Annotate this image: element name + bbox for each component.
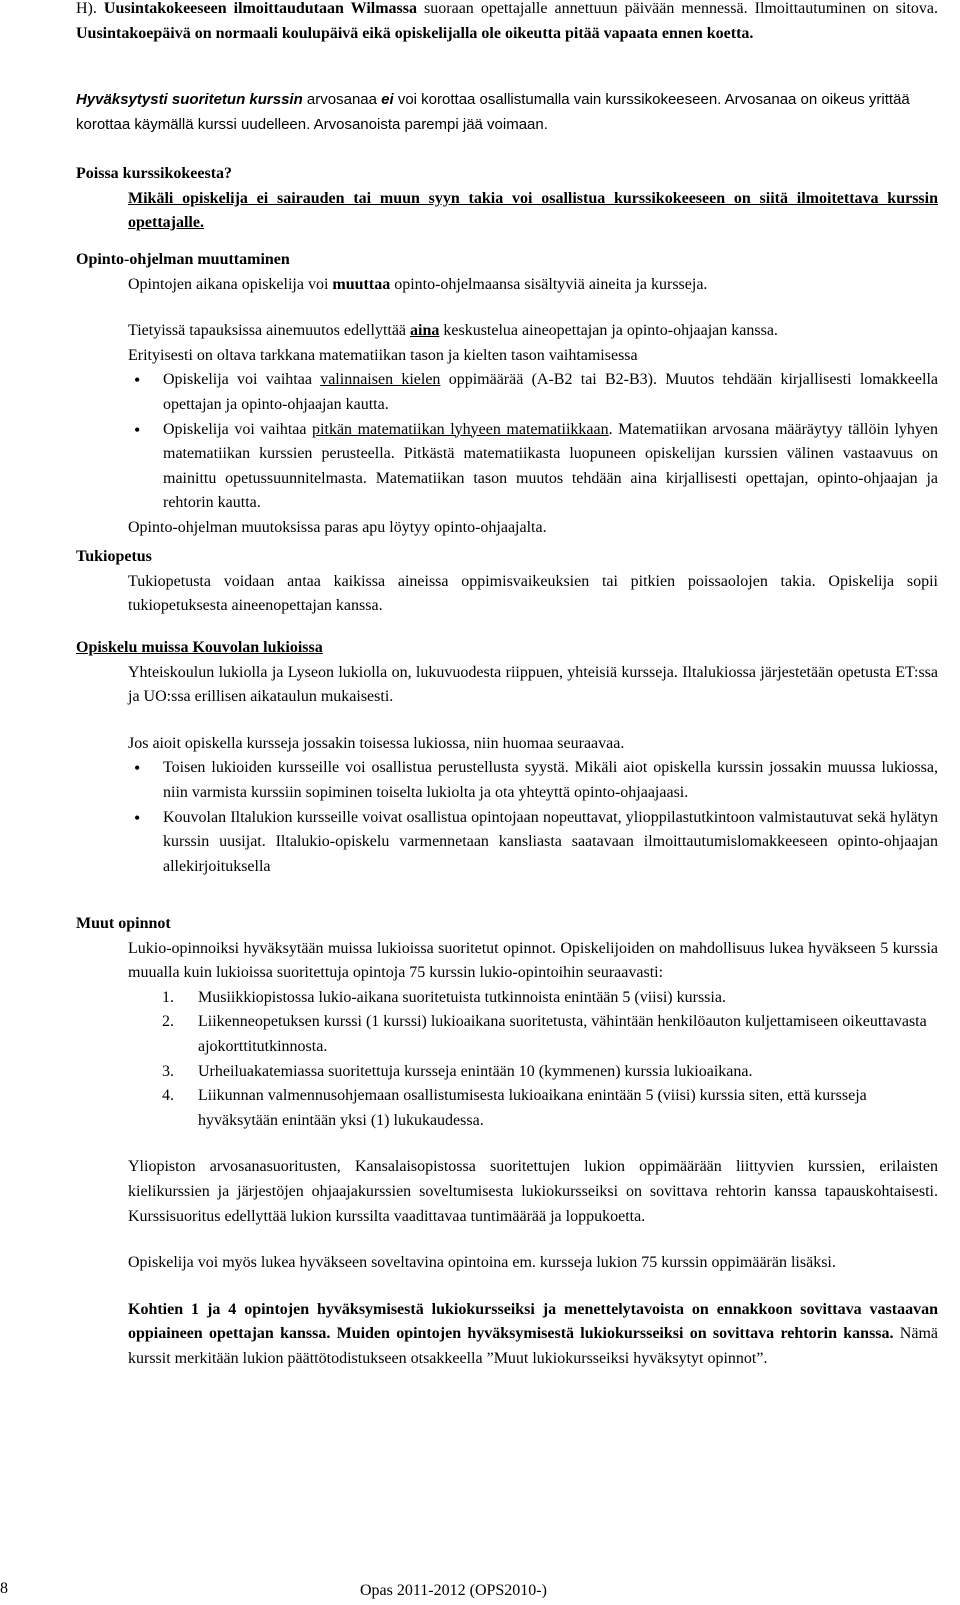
numbered-item	[128, 986, 938, 1011]
other-studies-paragraph: Lukio-opinnoiksi hyväksytään muissa lukioissa suoritetut opinnot. Opiskelijoiden on mahdollisuus lukea hyväkseen 5 kurssia muualla kuin lukioissa suoritettuja opintoja 75 kurssin lukio-opintoihin seuraavasti:	[128, 939, 938, 982]
underlined-text: valinnaisen kielen	[320, 371, 441, 389]
text-segment: Nämä kurssit merkitään lukion päättötodistukseen otsakkeella ”Muut lukiokursseiksi hyväksytyt opinnot”.	[128, 1325, 939, 1367]
other-schools-section	[76, 636, 938, 879]
underlined-text: pitkän matematiikan lyhyeen matematiikkaan	[312, 420, 609, 438]
bold-italic-text: ei	[381, 91, 394, 108]
item-number: 3.	[162, 1062, 174, 1080]
text-segment: H).	[76, 0, 104, 17]
item-text: Urheiluakatemiassa suoritettuja kursseja enintään 10 (kymmenen) kurssia lukioaikana.	[198, 1062, 753, 1080]
numbered-item	[128, 1060, 938, 1085]
program-paragraph: Erityisesti on oltava tarkkana matematiikan tason ja kielten tason vaihtamisessa	[128, 346, 638, 364]
tutoring-section	[76, 545, 938, 619]
text-segment: Ilmoittautuminen on sitova.	[754, 0, 938, 17]
numbered-item	[128, 1084, 938, 1133]
other-studies-paragraph: Yliopiston arvosanasuoritusten, Kansalaisopistossa suoritettujen lukion oppimäärään liittyvien kurssien, erilaisten kielikurssien ja järjestöjen ohjaajakurssien soveltumisesta lukiokursseiksi on sovittava rehtorin kanssa tapauskohtaisesti. Kurssisuoritus edellyttää lukion kurssilta vaadittavaa tuntimäärää ja loppukoetta.	[128, 1158, 938, 1225]
section-heading: Opinto-ohjelman muuttaminen	[76, 251, 290, 268]
program-paragraph: Opinto-ohjelman muutoksissa paras apu löytyy opinto-ohjaajalta.	[128, 518, 547, 536]
section-heading: Muut opinnot	[76, 915, 171, 932]
grade-improvement-paragraph	[76, 88, 938, 137]
item-number: 1.	[162, 988, 174, 1006]
section-heading: Opiskelu muissa Kouvolan lukioissa	[76, 639, 323, 656]
section-heading: Tukiopetus	[76, 548, 152, 565]
underlined-text: aina	[410, 322, 440, 340]
text-segment: keskustelua aineopettajan ja opinto-ohjaajan kanssa.	[439, 322, 778, 340]
list-item	[128, 368, 938, 417]
numbered-item	[128, 1010, 938, 1059]
text-segment: Opiskelija voi vaihtaa	[163, 420, 313, 438]
other-schools-paragraph: Jos aioit opiskella kursseja jossakin toisessa lukiossa, niin huomaa seuraavaa.	[128, 734, 625, 752]
other-schools-paragraph: Yhteiskoulun lukiolla ja Lyseon lukiolla on, lukuvuodesta riippuen, yhteisiä kursseja. Iltalukiossa järjestetään opetusta ET:ssa ja UO:ssa erillisen aikataulun mukaisesti.	[128, 663, 938, 706]
item-number: 2.	[162, 1013, 174, 1031]
section-heading: Poissa kurssikokeesta?	[76, 165, 233, 182]
program-change-section	[76, 248, 938, 541]
other-studies-paragraph: Opiskelija voi myös lukea hyväkseen soveltavina opintoina em. kursseja lukion 75 kurssin oppimäärän lisäksi.	[128, 1254, 836, 1272]
bold-italic-text: Hyväksytysti suoritetun kurssin	[76, 91, 303, 108]
list-item	[128, 418, 938, 516]
other-studies-paragraph	[128, 1298, 938, 1372]
program-paragraph	[128, 273, 938, 298]
list-item: • Kouvolan Iltalukion kursseille voivat osallistua opintojaan nopeuttavat, ylioppilastutkintoon valmistautuvat sekä hylätyn kurssin uusijat. Iltalukio-opiskelu varmennetaan kansliasta saatavaan ilmoittautumislomakkeeseen opinto-ohjaajan allekirjoituksella	[128, 806, 938, 880]
list-item: • Toisen lukioiden kursseille voi osallistua perustellusta syystä. Mikäli aiot opiskella kurssin jossakin muussa lukiossa, niin varmista kurssiin sopiminen toiselta lukiolta ja ota yhteyttä opinto-ohjaajaasi.	[128, 756, 938, 805]
numbered-list	[128, 986, 938, 1134]
text-segment: arvosanaa	[302, 91, 382, 108]
footer-title: Opas 2011-2012 (OPS2010-)	[360, 1582, 547, 1599]
item-text: Liikunnan valmennusohjemaan osallistumisesta lukioaikana enintään 5 (viisi) kurssia siten, että kursseja hyväksytään enintään yksi (1) lukukaudessa.	[198, 1087, 867, 1129]
text-segment: Tietyissä tapauksissa ainemuutos edellyttää	[128, 322, 411, 340]
text-segment: . Matematiikan arvosana määräytyy tällöin lyhyen matematiikan kurssien perusteella. Pitkästä matematiikasta luopuneen opiskelijan kurssien välinen vastaavuus on mainittu opetussuunnitelmasta. Matematiikan tason muutos tehdään aina kirjallisesti opettajan, opinto-ohjaajan ja rehtorin kautta.	[163, 420, 938, 512]
bullet-list	[128, 756, 938, 879]
program-paragraph	[128, 319, 938, 344]
bullet-list	[128, 368, 938, 516]
retake-registration-paragraph	[76, 0, 938, 46]
text-segment: Opiskelija voi vaihtaa	[163, 371, 321, 389]
bold-text: Kohtien 1 ja 4 opintojen hyväksymisestä lukiokursseiksi ja menettelytavoista on ennakkoon sovittava vastaavan oppiaineen opettajan kanssa. Muiden opintojen hyväksymisestä lukiokursseiksi on sovittava rehtorin kanssa.	[128, 1300, 938, 1343]
item-text: Musiikkiopistossa lukio-aikana suoritetuista tutkinnoista enintään 5 (viisi) kurssia.	[198, 988, 726, 1006]
bold-text: Uusintakoepäivä on normaali koulupäivä eikä opiskelijalla ole oikeutta pitää vapaata ennen koetta.	[76, 24, 754, 42]
text-segment: oppimäärää (A-B2 tai B2-B3). Muutos tehdään kirjallisesti lomakkeella opettajan ja opinto-ohjaajan kautta.	[163, 371, 938, 413]
bold-text: muuttaa	[332, 275, 391, 293]
absent-section	[76, 162, 938, 236]
text-segment: suoraan opettajalle annettuun päivään mennessä.	[417, 0, 748, 17]
absent-notice: Mikäli opiskelija ei sairauden tai muun syyn takia voi osallistua kurssikokeeseen on siitä ilmoitettava kurssin opettajalle.	[128, 189, 938, 232]
bold-text: Uusintakokeeseen ilmoittaudutaan Wilmassa	[103, 0, 417, 17]
text-segment: opinto-ohjelmaansa sisältyviä aineita ja kursseja.	[390, 275, 708, 293]
text-segment: Opintojen aikana opiskelija voi	[128, 275, 333, 293]
other-studies-section	[76, 912, 938, 1372]
item-text: Liikenneopetuksen kurssi (1 kurssi) lukioaikana suoritetusta, vähintään henkilöauton kuljettamiseen oikeuttavasta ajokorttitutkinnosta.	[198, 1013, 927, 1055]
item-number: 4.	[162, 1087, 174, 1105]
tutoring-paragraph: Tukiopetusta voidaan antaa kaikissa aineissa oppimisvaikeuksien tai pitkien poissaolojen takia. Opiskelija sopii tukiopetuksesta aineenopettajan kanssa.	[128, 572, 938, 615]
text-segment: voi korottaa osallistumalla vain kurssikokeeseen. Arvosanaa on oikeus yrittää korottaa käymällä kurssi uudelleen. Arvosanoista parempi jää voimaan.	[76, 91, 910, 133]
page-number: 8	[0, 1580, 8, 1597]
